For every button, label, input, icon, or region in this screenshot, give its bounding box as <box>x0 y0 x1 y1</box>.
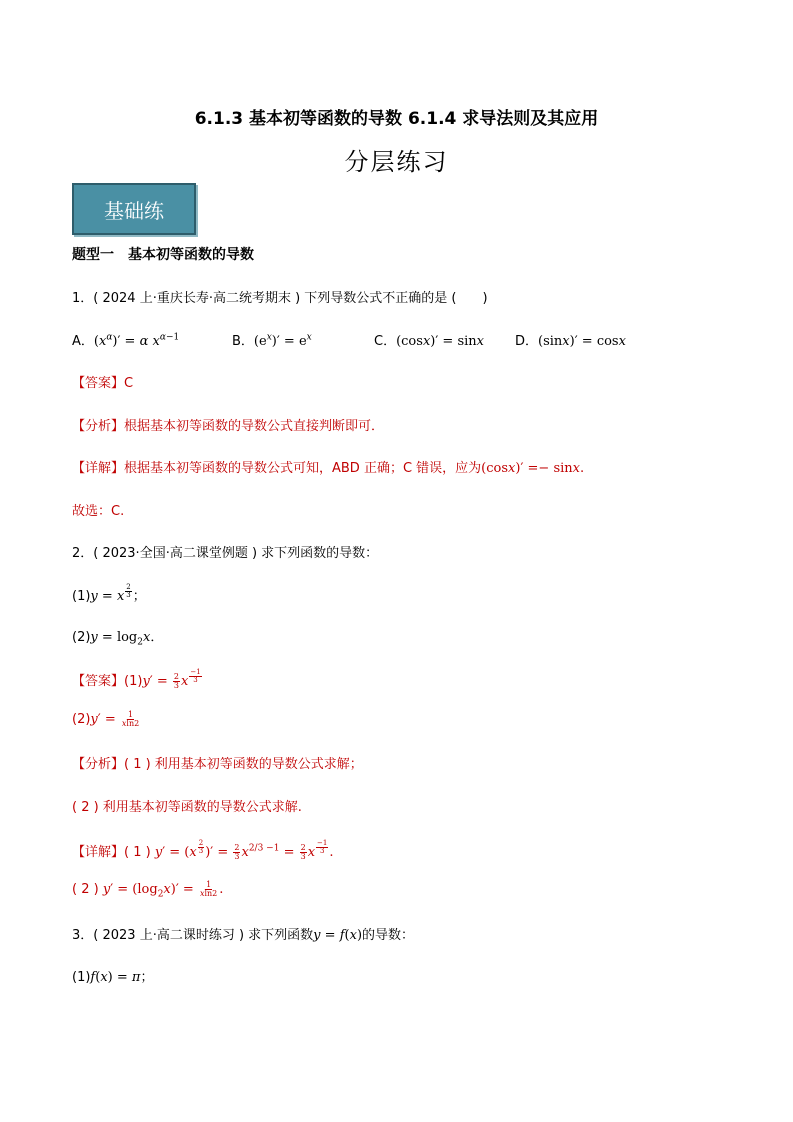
q2-part2: $(2)y = \log_2x$． <box>72 630 164 648</box>
q3-stem-prefix: 3．( 2023 上·高二课时练习 ) 求下列函数 <box>72 928 314 943</box>
q3-part1-label: (1) <box>72 970 91 985</box>
q1-answer: 【答案】C <box>72 376 134 391</box>
q1-analysis: 【分析】根据基本初等函数的导数公式直接判断即可． <box>72 419 385 434</box>
q3-part1: (1)f(x) = π； <box>72 970 154 985</box>
q2-answer-tag: 【答案】 <box>72 673 125 689</box>
q2-analysis-2: ( 2 ) 利用基本初等函数的导数公式求解. <box>72 800 302 815</box>
q2-detail-tag: 【详解】( 1 ) <box>72 844 151 860</box>
q2-answer-1: 【答案】(1)y′ = $\frac{2}{3}$ x $^{\frac{-1}{3}}$ <box>72 668 201 690</box>
level-badge: 基础练 <box>72 183 196 235</box>
q2-part2-label: (2) <box>72 630 91 645</box>
q1-detail-text: 【详解】根据基本初等函数的导数公式可知，ABD 正确；C 错误，应为 <box>72 461 482 476</box>
q1-option-c: C．(cosx)′ = sinx <box>374 334 485 349</box>
q1-option-c-label: C． <box>374 334 397 349</box>
q1-option-b-label: B． <box>232 334 254 349</box>
q1-option-a: A．$(x^\alpha)' = \alpha$ $x^{\alpha-1}$ <box>72 332 180 349</box>
q2-stem: 2．( 2023·全国·高二课堂例题 ) 求下列函数的导数： <box>72 546 379 561</box>
document-title: 6.1.3 基本初等函数的导数 6.1.4 求导法则及其应用 <box>194 109 599 129</box>
q1-option-a-label: A． <box>72 334 94 349</box>
q1-choose: 故选：C. <box>72 504 125 519</box>
q2-detail-2: ( 2 ) $y' = (\log_2x)'$ = $\frac{1}{xln2}$ . <box>72 880 224 900</box>
q2-part1-label: (1) <box>72 588 91 604</box>
document-subtitle: 分层练习 <box>344 148 449 176</box>
q2-detail-1: 【详解】( 1 ) y′ = (x $^{\frac{2}{3}}$ )′ = $\frac{2}{3}$ $x^{2/3 -1}$ = $\frac{2}{3}$ x $^{\frac{-1}{3}}$ . <box>72 839 334 861</box>
q3-stem-suffix: 的导数： <box>362 928 415 943</box>
section-heading: 题型一 基本初等函数的导数 <box>72 247 254 263</box>
q2-answer-part1-label: (1) <box>124 673 143 689</box>
q1-option-d-label: D． <box>515 334 539 349</box>
q2-answer-2: (2)y′ = $\frac{1}{xln2}$ <box>72 710 140 728</box>
q1-stem: 1．( 2024 上·重庆长寿·高二统考期末 ) 下列导数公式不正确的是 ( ) <box>72 291 488 306</box>
q3-stem: 3．( 2023 上·高二课时练习 ) 求下列函数y = f(x)的导数： <box>72 928 415 943</box>
q2-answer-part2-label: (2) <box>72 712 91 727</box>
q1-option-b: B．$(e^x)' = e^x$ <box>232 332 312 349</box>
q2-analysis-1: 【分析】( 1 ) 利用基本初等函数的导数公式求解； <box>72 757 363 772</box>
q1-option-d: D．(sinx)′ = cosx <box>515 334 626 349</box>
q1-detail: 【详解】根据基本初等函数的导数公式可知，ABD 正确；C 错误，应为(cosx)′ =− sinx. <box>72 461 585 476</box>
q2-detail2-tag: ( 2 ) <box>72 882 99 897</box>
q2-part1: (1)y = x $^{\frac{2}{3}}$ ； <box>72 583 146 604</box>
